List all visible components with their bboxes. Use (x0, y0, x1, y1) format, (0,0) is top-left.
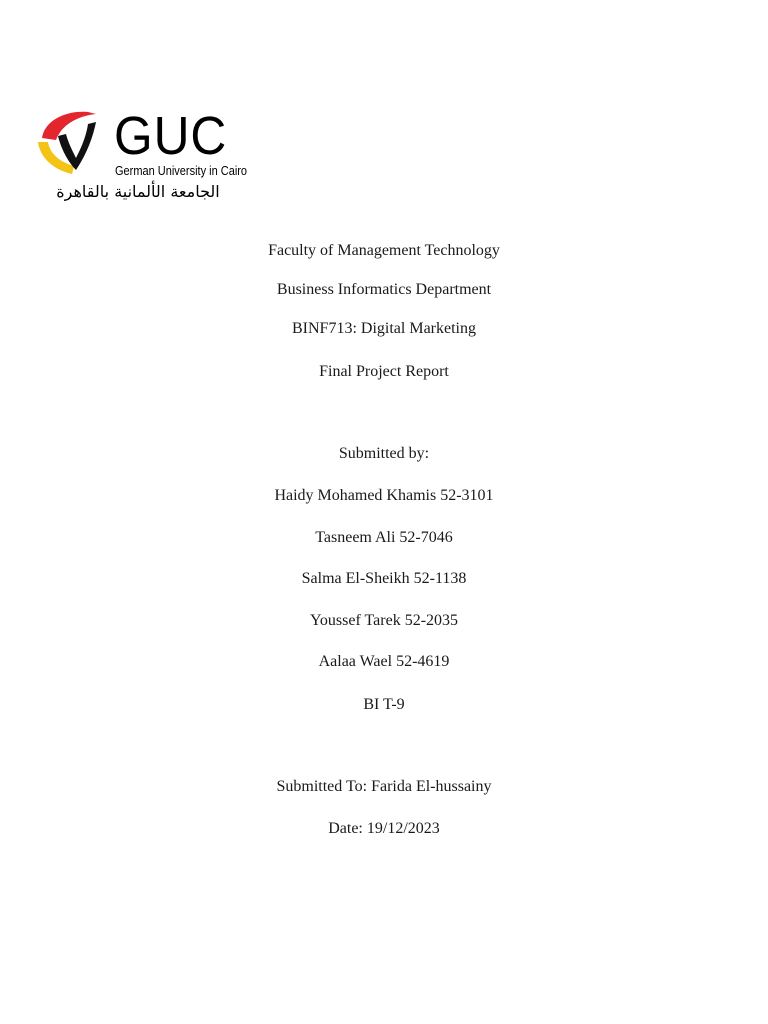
student-name: Tasneem Ali 52-7046 (315, 529, 453, 546)
department-name: Business Informatics Department (276, 281, 492, 298)
student-name: Youssef Tarek 52-2035 (309, 612, 459, 629)
student-name: Haidy Mohamed Khamis 52-3101 (274, 487, 494, 504)
tutorial-group: BI T-9 (363, 696, 405, 713)
logo-arabic-name: الجامعة الألمانية بالقاهرة (56, 182, 220, 201)
report-title: Final Project Report (319, 363, 449, 380)
course-title: BINF713: Digital Marketing (292, 320, 476, 337)
submitted-to: Submitted To: Farida El-hussainy (276, 778, 492, 795)
guc-logo-emblem-icon (36, 108, 106, 178)
logo-letters: GUC (114, 106, 228, 166)
submission-date: Date: 19/12/2023 (328, 820, 440, 837)
logo-subtitle: German University in Cairo (115, 164, 248, 178)
submitted-by-label: Submitted by: (338, 445, 430, 462)
guc-logo (36, 108, 246, 208)
faculty-name: Faculty of Management Technology (268, 242, 500, 259)
student-name: Aalaa Wael 52-4619 (318, 653, 450, 670)
student-name: Salma El-Sheikh 52-1138 (301, 570, 467, 587)
